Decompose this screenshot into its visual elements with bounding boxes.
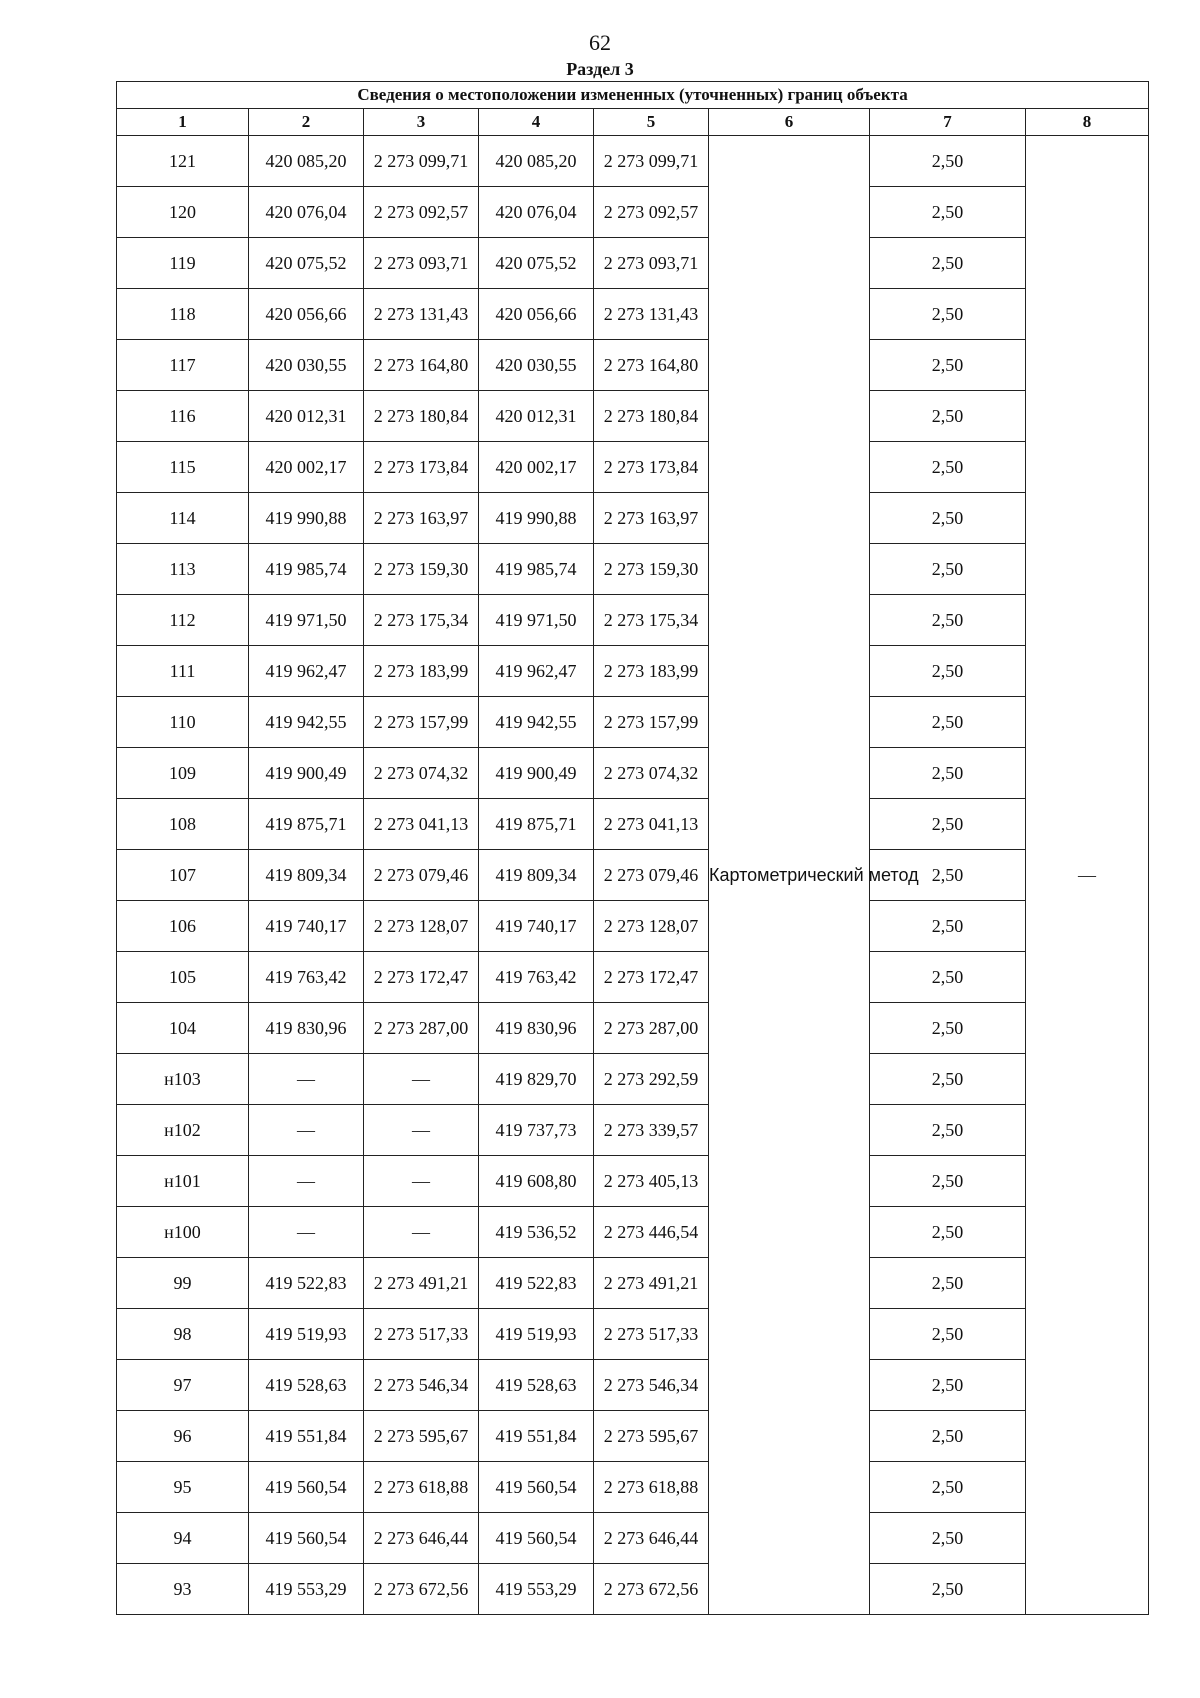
existing-y-cell: 2 273 163,97 xyxy=(364,493,479,544)
existing-y-cell: 2 273 287,00 xyxy=(364,1003,479,1054)
existing-y-cell: 2 273 546,34 xyxy=(364,1360,479,1411)
refined-y-cell: 2 273 491,21 xyxy=(594,1258,709,1309)
existing-y-cell: 2 273 131,43 xyxy=(364,289,479,340)
refined-y-cell: 2 273 041,13 xyxy=(594,799,709,850)
existing-x-cell: — xyxy=(249,1156,364,1207)
refined-y-cell: 2 273 172,47 xyxy=(594,952,709,1003)
existing-y-cell: — xyxy=(364,1156,479,1207)
point-number-cell: 118 xyxy=(117,289,249,340)
refined-y-cell: 2 273 339,57 xyxy=(594,1105,709,1156)
refined-x-cell: 419 809,34 xyxy=(479,850,594,901)
accuracy-cell: 2,50 xyxy=(870,187,1026,238)
refined-x-cell: 420 076,04 xyxy=(479,187,594,238)
existing-y-cell: 2 273 180,84 xyxy=(364,391,479,442)
table-row xyxy=(117,1207,1149,1258)
refined-x-cell: 419 875,71 xyxy=(479,799,594,850)
accuracy-cell: 2,50 xyxy=(870,748,1026,799)
column-number-2: 2 xyxy=(249,109,364,136)
refined-x-cell: 419 536,52 xyxy=(479,1207,594,1258)
existing-x-cell: — xyxy=(249,1207,364,1258)
point-number-cell: 121 xyxy=(117,136,249,187)
refined-x-cell: 420 075,52 xyxy=(479,238,594,289)
existing-y-cell: 2 273 172,47 xyxy=(364,952,479,1003)
existing-y-cell: — xyxy=(364,1105,479,1156)
point-number-cell: 119 xyxy=(117,238,249,289)
accuracy-cell: 2,50 xyxy=(870,136,1026,187)
refined-x-cell: 419 985,74 xyxy=(479,544,594,595)
existing-x-cell: 419 519,93 xyxy=(249,1309,364,1360)
existing-y-cell: 2 273 175,34 xyxy=(364,595,479,646)
refined-y-cell: 2 273 128,07 xyxy=(594,901,709,952)
column-number-row xyxy=(117,109,1149,136)
refined-y-cell: 2 273 546,34 xyxy=(594,1360,709,1411)
existing-y-cell: 2 273 093,71 xyxy=(364,238,479,289)
table-row xyxy=(117,136,1149,187)
refined-x-cell: 419 519,93 xyxy=(479,1309,594,1360)
point-number-cell: 114 xyxy=(117,493,249,544)
table-caption: Сведения о местоположении измененных (уточненных) границ объекта xyxy=(117,82,1149,109)
existing-x-cell: 419 942,55 xyxy=(249,697,364,748)
existing-x-cell: 419 560,54 xyxy=(249,1513,364,1564)
accuracy-cell: 2,50 xyxy=(870,901,1026,952)
point-number-cell: н101 xyxy=(117,1156,249,1207)
existing-x-cell: 419 553,29 xyxy=(249,1564,364,1615)
column-number-3: 3 xyxy=(364,109,479,136)
refined-x-cell: 419 962,47 xyxy=(479,646,594,697)
column-number-4: 4 xyxy=(479,109,594,136)
accuracy-cell: 2,50 xyxy=(870,1258,1026,1309)
refined-y-cell: 2 273 175,34 xyxy=(594,595,709,646)
existing-x-cell: 419 990,88 xyxy=(249,493,364,544)
table-row xyxy=(117,748,1149,799)
point-number-cell: 111 xyxy=(117,646,249,697)
point-number-cell: 117 xyxy=(117,340,249,391)
table-body xyxy=(117,136,1149,1615)
table-row xyxy=(117,1513,1149,1564)
refined-x-cell: 420 085,20 xyxy=(479,136,594,187)
table-row xyxy=(117,697,1149,748)
refined-x-cell: 419 990,88 xyxy=(479,493,594,544)
table-row xyxy=(117,238,1149,289)
refined-y-cell: 2 273 163,97 xyxy=(594,493,709,544)
existing-y-cell: 2 273 595,67 xyxy=(364,1411,479,1462)
accuracy-cell: 2,50 xyxy=(870,238,1026,289)
table-row xyxy=(117,1054,1149,1105)
table-row xyxy=(117,544,1149,595)
table-row xyxy=(117,1003,1149,1054)
refined-y-cell: 2 273 595,67 xyxy=(594,1411,709,1462)
table-row xyxy=(117,595,1149,646)
existing-x-cell: 419 551,84 xyxy=(249,1411,364,1462)
table-row xyxy=(117,646,1149,697)
table-row xyxy=(117,1258,1149,1309)
accuracy-cell: 2,50 xyxy=(870,952,1026,1003)
table-row xyxy=(117,1105,1149,1156)
existing-y-cell: 2 273 646,44 xyxy=(364,1513,479,1564)
existing-y-cell: 2 273 164,80 xyxy=(364,340,479,391)
table-row xyxy=(117,289,1149,340)
existing-y-cell: 2 273 491,21 xyxy=(364,1258,479,1309)
column-8-cell: — xyxy=(1026,136,1149,1615)
existing-y-cell: 2 273 157,99 xyxy=(364,697,479,748)
existing-x-cell: 420 012,31 xyxy=(249,391,364,442)
point-number-cell: 116 xyxy=(117,391,249,442)
accuracy-cell: 2,50 xyxy=(870,544,1026,595)
existing-y-cell: 2 273 099,71 xyxy=(364,136,479,187)
refined-x-cell: 420 002,17 xyxy=(479,442,594,493)
accuracy-cell: 2,50 xyxy=(870,1207,1026,1258)
existing-y-cell: 2 273 183,99 xyxy=(364,646,479,697)
accuracy-cell: 2,50 xyxy=(870,1411,1026,1462)
table-row xyxy=(117,1309,1149,1360)
existing-x-cell: — xyxy=(249,1105,364,1156)
refined-x-cell: 419 740,17 xyxy=(479,901,594,952)
refined-x-cell: 419 608,80 xyxy=(479,1156,594,1207)
refined-y-cell: 2 273 517,33 xyxy=(594,1309,709,1360)
section-title: Раздел 3 xyxy=(566,59,634,79)
refined-x-cell: 419 737,73 xyxy=(479,1105,594,1156)
accuracy-cell: 2,50 xyxy=(870,646,1026,697)
existing-x-cell: 419 560,54 xyxy=(249,1462,364,1513)
existing-y-cell: 2 273 128,07 xyxy=(364,901,479,952)
table-row xyxy=(117,1564,1149,1615)
column-number-5: 5 xyxy=(594,109,709,136)
table-row xyxy=(117,799,1149,850)
existing-x-cell: 420 056,66 xyxy=(249,289,364,340)
existing-y-cell: 2 273 079,46 xyxy=(364,850,479,901)
table-row xyxy=(117,493,1149,544)
existing-x-cell: 420 085,20 xyxy=(249,136,364,187)
refined-y-cell: 2 273 618,88 xyxy=(594,1462,709,1513)
table-row xyxy=(117,850,1149,901)
refined-x-cell: 419 522,83 xyxy=(479,1258,594,1309)
refined-x-cell: 420 012,31 xyxy=(479,391,594,442)
point-number-cell: 97 xyxy=(117,1360,249,1411)
refined-x-cell: 419 942,55 xyxy=(479,697,594,748)
column-number-8: 8 xyxy=(1026,109,1149,136)
refined-y-cell: 2 273 159,30 xyxy=(594,544,709,595)
refined-x-cell: 419 560,54 xyxy=(479,1462,594,1513)
refined-y-cell: 2 273 092,57 xyxy=(594,187,709,238)
refined-y-cell: 2 273 099,71 xyxy=(594,136,709,187)
accuracy-cell: 2,50 xyxy=(870,1105,1026,1156)
accuracy-cell: 2,50 xyxy=(870,1462,1026,1513)
refined-x-cell: 419 551,84 xyxy=(479,1411,594,1462)
point-number-cell: 96 xyxy=(117,1411,249,1462)
accuracy-cell: 2,50 xyxy=(870,799,1026,850)
refined-y-cell: 2 273 646,44 xyxy=(594,1513,709,1564)
accuracy-cell: 2,50 xyxy=(870,1564,1026,1615)
accuracy-cell: 2,50 xyxy=(870,493,1026,544)
accuracy-cell: 2,50 xyxy=(870,391,1026,442)
refined-x-cell: 419 971,50 xyxy=(479,595,594,646)
point-number-cell: н103 xyxy=(117,1054,249,1105)
existing-x-cell: 419 900,49 xyxy=(249,748,364,799)
point-number-cell: 112 xyxy=(117,595,249,646)
refined-y-cell: 2 273 157,99 xyxy=(594,697,709,748)
accuracy-cell: 2,50 xyxy=(870,1309,1026,1360)
accuracy-cell: 2,50 xyxy=(870,1156,1026,1207)
point-number-cell: 106 xyxy=(117,901,249,952)
existing-x-cell: 419 962,47 xyxy=(249,646,364,697)
refined-y-cell: 2 273 074,32 xyxy=(594,748,709,799)
point-number-cell: 93 xyxy=(117,1564,249,1615)
existing-y-cell: 2 273 041,13 xyxy=(364,799,479,850)
existing-y-cell: — xyxy=(364,1207,479,1258)
table-row xyxy=(117,1462,1149,1513)
refined-y-cell: 2 273 287,00 xyxy=(594,1003,709,1054)
existing-x-cell: 420 076,04 xyxy=(249,187,364,238)
accuracy-cell: 2,50 xyxy=(870,850,1026,901)
existing-y-cell: 2 273 074,32 xyxy=(364,748,479,799)
refined-y-cell: 2 273 180,84 xyxy=(594,391,709,442)
accuracy-cell: 2,50 xyxy=(870,289,1026,340)
existing-x-cell: 419 528,63 xyxy=(249,1360,364,1411)
refined-y-cell: 2 273 405,13 xyxy=(594,1156,709,1207)
existing-x-cell: 419 830,96 xyxy=(249,1003,364,1054)
accuracy-cell: 2,50 xyxy=(870,697,1026,748)
existing-y-cell: 2 273 618,88 xyxy=(364,1462,479,1513)
point-number-cell: 120 xyxy=(117,187,249,238)
existing-x-cell: 419 740,17 xyxy=(249,901,364,952)
point-number-cell: 110 xyxy=(117,697,249,748)
method-cell: Картометрический метод xyxy=(709,136,870,1615)
point-number-cell: н100 xyxy=(117,1207,249,1258)
table-row xyxy=(117,391,1149,442)
existing-y-cell: 2 273 672,56 xyxy=(364,1564,479,1615)
table-row xyxy=(117,1156,1149,1207)
point-number-cell: 99 xyxy=(117,1258,249,1309)
refined-y-cell: 2 273 079,46 xyxy=(594,850,709,901)
refined-x-cell: 419 528,63 xyxy=(479,1360,594,1411)
refined-y-cell: 2 273 131,43 xyxy=(594,289,709,340)
existing-x-cell: 419 971,50 xyxy=(249,595,364,646)
page-number: 62 xyxy=(589,30,611,55)
existing-y-cell: — xyxy=(364,1054,479,1105)
point-number-cell: 107 xyxy=(117,850,249,901)
accuracy-cell: 2,50 xyxy=(870,340,1026,391)
table-row xyxy=(117,1411,1149,1462)
point-number-cell: 98 xyxy=(117,1309,249,1360)
column-number-1: 1 xyxy=(117,109,249,136)
refined-x-cell: 419 829,70 xyxy=(479,1054,594,1105)
table-row xyxy=(117,901,1149,952)
refined-x-cell: 420 030,55 xyxy=(479,340,594,391)
table-row xyxy=(117,340,1149,391)
refined-x-cell: 419 900,49 xyxy=(479,748,594,799)
accuracy-cell: 2,50 xyxy=(870,1003,1026,1054)
existing-y-cell: 2 273 159,30 xyxy=(364,544,479,595)
refined-y-cell: 2 273 183,99 xyxy=(594,646,709,697)
refined-x-cell: 419 763,42 xyxy=(479,952,594,1003)
existing-y-cell: 2 273 092,57 xyxy=(364,187,479,238)
refined-y-cell: 2 273 093,71 xyxy=(594,238,709,289)
boundary-coordinates-table xyxy=(116,81,1149,1615)
refined-y-cell: 2 273 173,84 xyxy=(594,442,709,493)
refined-y-cell: 2 273 672,56 xyxy=(594,1564,709,1615)
point-number-cell: 94 xyxy=(117,1513,249,1564)
existing-x-cell: 419 985,74 xyxy=(249,544,364,595)
table-row xyxy=(117,1360,1149,1411)
point-number-cell: 113 xyxy=(117,544,249,595)
table-row xyxy=(117,187,1149,238)
existing-y-cell: 2 273 173,84 xyxy=(364,442,479,493)
existing-x-cell: 419 763,42 xyxy=(249,952,364,1003)
existing-y-cell: 2 273 517,33 xyxy=(364,1309,479,1360)
existing-x-cell: 419 809,34 xyxy=(249,850,364,901)
accuracy-cell: 2,50 xyxy=(870,1513,1026,1564)
point-number-cell: 108 xyxy=(117,799,249,850)
accuracy-cell: 2,50 xyxy=(870,595,1026,646)
refined-y-cell: 2 273 292,59 xyxy=(594,1054,709,1105)
existing-x-cell: 419 522,83 xyxy=(249,1258,364,1309)
refined-x-cell: 420 056,66 xyxy=(479,289,594,340)
point-number-cell: 105 xyxy=(117,952,249,1003)
existing-x-cell: 420 075,52 xyxy=(249,238,364,289)
refined-y-cell: 2 273 446,54 xyxy=(594,1207,709,1258)
accuracy-cell: 2,50 xyxy=(870,1360,1026,1411)
existing-x-cell: 420 002,17 xyxy=(249,442,364,493)
existing-x-cell: — xyxy=(249,1054,364,1105)
refined-y-cell: 2 273 164,80 xyxy=(594,340,709,391)
table-row xyxy=(117,952,1149,1003)
refined-x-cell: 419 830,96 xyxy=(479,1003,594,1054)
point-number-cell: 104 xyxy=(117,1003,249,1054)
point-number-cell: 109 xyxy=(117,748,249,799)
refined-x-cell: 419 560,54 xyxy=(479,1513,594,1564)
refined-x-cell: 419 553,29 xyxy=(479,1564,594,1615)
existing-x-cell: 420 030,55 xyxy=(249,340,364,391)
table-row xyxy=(117,442,1149,493)
point-number-cell: н102 xyxy=(117,1105,249,1156)
column-number-7: 7 xyxy=(870,109,1026,136)
accuracy-cell: 2,50 xyxy=(870,1054,1026,1105)
column-number-6: 6 xyxy=(709,109,870,136)
point-number-cell: 95 xyxy=(117,1462,249,1513)
existing-x-cell: 419 875,71 xyxy=(249,799,364,850)
accuracy-cell: 2,50 xyxy=(870,442,1026,493)
point-number-cell: 115 xyxy=(117,442,249,493)
